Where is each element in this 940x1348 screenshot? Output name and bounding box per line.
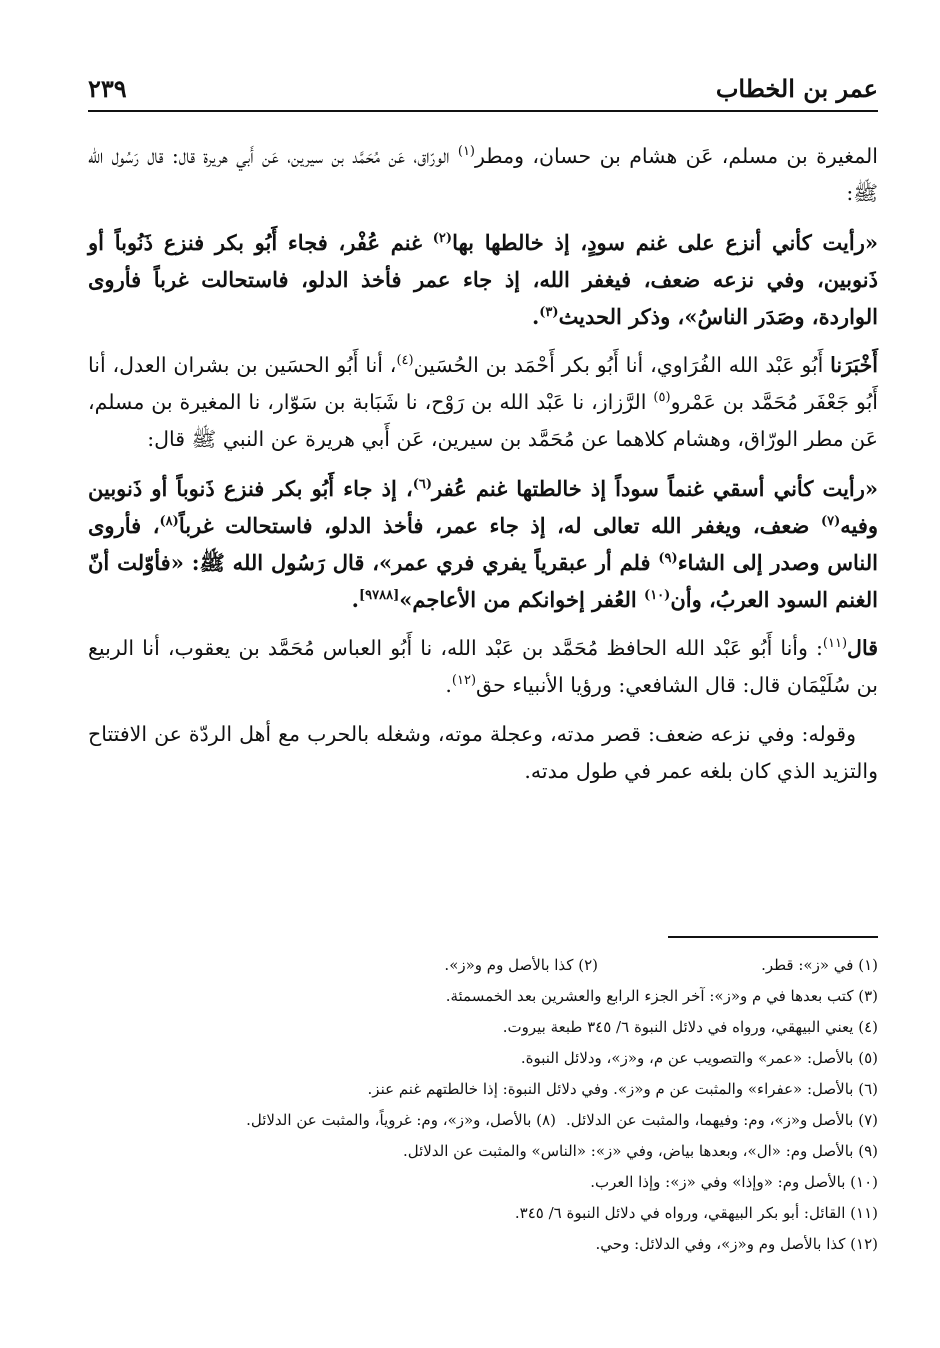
footnote-8: (٨) بالأصل، و«ز»، وم: غروياً، والمثبت عن الدلائل. [246, 1111, 556, 1129]
footnote-11: (١١) القائل: أبو بكر البيهقي، ورواه في دلائل النبوة ٦/ ٣٤٥. [514, 1204, 878, 1222]
footnote-marker-5: (٥) [653, 390, 671, 406]
footnote-marker-9: (٩) [658, 551, 678, 566]
hadith-reference-number: [٩٧٨٨] [358, 588, 400, 603]
footnote-row [88, 981, 878, 1012]
footnote-row [88, 1167, 878, 1198]
footnote-1: (١) في «ز»: قطر. [761, 956, 878, 974]
text-segment: «رأيت كأني أنزع على غنم سودٍ، إذ خالطها بها [452, 230, 878, 255]
paragraph-hadith-2 [88, 470, 878, 618]
running-title: عمر بن الخطاب [715, 74, 878, 103]
footnote-row [88, 1074, 878, 1105]
footnotes [88, 950, 878, 1260]
text-segment: العُفر إخوانكم من الأعاجم» [399, 587, 645, 612]
text-segment: . [445, 673, 452, 697]
text-segment: الورّاق، عَن مُحَمَّد بن سيرين، عَن أَبي هريرة قال: قال رَسُول الله ﷺ: [88, 144, 878, 205]
footnote-marker-6: (٦) [412, 477, 433, 492]
text-segment: ضعف، ويغفر الله تعالى له، إذ جاء عمر، فأخذ الدلو، فاستحالت غرباً [178, 513, 821, 538]
text-segment: . [351, 587, 359, 612]
text-segment: فلم أر عبقرياً يفري فري عمر»، قال رَسُول الله ﷺ: «فأوّلت أنّ الغنم السود العربُ، وأن [88, 550, 878, 612]
footnote-marker-11: (١١) [822, 636, 848, 652]
footnote-separator [668, 936, 878, 938]
text-segment: ، أنا أَبُو الحسَين بن بشران العدل، أنا أَبُو جَعْفَر مُحَمَّد بن عَمْرو [88, 353, 878, 414]
footnote-3: (٣) كتب بعدها في م و«ز»: آخر الجزء الرابع والعشرين بعد الخمسمئة. [445, 987, 878, 1005]
paragraph-isnad-3 [88, 630, 878, 704]
paragraph-isnad-2 [88, 347, 878, 458]
text-segment: الرَّزاز، نا عَبْد الله بن رَوْح، نا شَبَابة بن سَوّار، نا المغيرة بن مسلم، عَن مطر الورّاق، وهشام كلاهما عن مُحَمَّد بن سيرين، عَن أَبي هريرة عن النبي ﷺ قال: [88, 390, 878, 451]
footnote-row [88, 1043, 878, 1074]
footnote-9: (٩) بالأصل وم: «ال»، وبعدها بياض، وفي «ز»: «الناس» والمثبت عن الدلائل. [402, 1142, 878, 1160]
footnote-marker-4: (٤) [396, 353, 414, 369]
footnote-row [88, 1198, 878, 1229]
text-segment: أَبُو عَبْد الله الفُرَاوي، أنا أَبُو بكر أَحْمَد بن الحُسَين [413, 353, 831, 377]
paragraph-commentary: وقوله: وفي نزعه ضعف: قصر مدته، وعجلة موته، وشغله بالحرب مع أهل الردّة عن الافتتاح والتزيد الذي كان بلغه عمر في طول مدته. [88, 722, 878, 783]
text-segment: «رأيت كأني أسقي غنماً سوداً إذ خالطتها غنم عُفر [432, 476, 879, 501]
footnote-marker-10: (١٠) [644, 588, 671, 603]
footnote-row [88, 1012, 878, 1043]
footnote-marker-1: (١) [457, 144, 475, 160]
isnad-lead-word: قال [847, 636, 878, 660]
footnote-marker-8: (٨) [159, 514, 179, 529]
footnote-6: (٦) بالأصل: «عفراء» والمثبت عن م و«ز». وفي دلائل النبوة: إذا خالطتهم غنم عنز. [367, 1080, 878, 1098]
text-segment: غنم عُفْر، فجاء أَبُو بكر فنزع ذَنُوباً أو ذَنوبين، وفي نزعه ضعف، فيغفر الله، إذ جاء عمر فأخذ الدلو، فاستحالت غرباً فأروى الواردة، وصَدَر الناسُ»، وذكر الحديث [88, 230, 878, 329]
footnote-marker-12: (١٢) [451, 673, 477, 689]
paragraph-isnad-1 [88, 138, 878, 212]
footnote-row [88, 1105, 878, 1136]
footnote-row [88, 1229, 878, 1260]
text-segment: المغيرة بن مسلم، عَن هشام بن حسان، ومطر [475, 144, 878, 168]
footnote-5: (٥) بالأصل: «عمر» والتصويب عن م، و«ز»، ودلائل النبوة. [520, 1049, 878, 1067]
footnote-10: (١٠) بالأصل وم: «وإذا» وفي «ز»: وإذا العرب. [590, 1173, 878, 1191]
footnote-marker-7: (٧) [820, 514, 841, 529]
main-text [88, 138, 878, 802]
footnote-7: (٧) بالأصل و«ز»، وم: وفيهما، والمثبت عن الدلائل. [565, 1111, 878, 1129]
page-header [88, 70, 878, 112]
text-segment: : وأنا أَبُو عَبْد الله الحافظ مُحَمَّد بن عَبْد الله، نا أَبُو العباس مُحَمَّد بن يعقوب، أنا الربيع بن سُلَيْمَان قال: قال الشافعي: ورؤيا الأنبياء حق [88, 636, 878, 697]
paragraph-hadith-1 [88, 224, 878, 335]
text-segment: ، إذ جاء أَبُو بكر فنزع ذَنوباً أو ذَنوبين وفيه [88, 476, 879, 538]
footnote-12: (١٢) كذا بالأصل وم و«ز»، وفي الدلائل: وحي. [595, 1235, 878, 1253]
page-number: ٢٣٩ [88, 74, 127, 103]
text-segment: ، فأروى الناس وصدر إلى الشاء [88, 513, 878, 575]
footnote-row [88, 950, 878, 981]
footnote-4: (٤) يعني البيهقي، ورواه في دلائل النبوة ٦/ ٣٤٥ طبعة بيروت. [502, 1018, 878, 1036]
footnote-marker-2: (٢) [432, 231, 453, 246]
text-segment: . [531, 304, 540, 329]
isnad-lead-word: أَخْبَرَنا [830, 353, 878, 377]
footnote-2: (٢) كذا بالأصل وم و«ز». [444, 956, 598, 974]
footnote-row [88, 1136, 878, 1167]
footnote-marker-3: (٣) [539, 305, 559, 320]
